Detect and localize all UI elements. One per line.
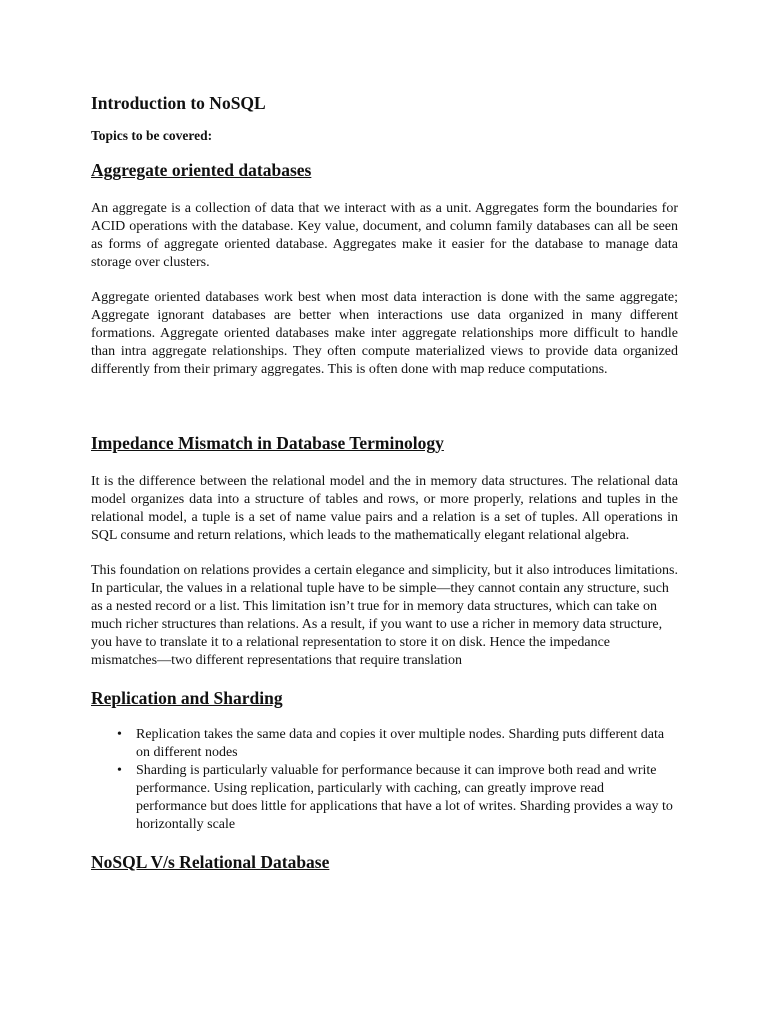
heading-replication-sharding: Replication and Sharding <box>91 688 283 708</box>
list-item-text: Replication takes the same data and copies it over multiple nodes. Sharding puts different data on different nodes <box>136 727 665 760</box>
bullet-point: • <box>117 727 122 742</box>
document-title: Introduction to NoSQL <box>91 93 266 113</box>
replication-sharding-list <box>91 726 678 834</box>
list-item <box>91 726 678 762</box>
heading-aggregate-oriented-databases: Aggregate oriented databases <box>91 160 312 180</box>
paragraph-aggregate-definition: An aggregate is a collection of data that we interact with as a unit. Aggregates form the boundaries for ACID operations with the database. Key value, document, and column family databases can all be seen as forms of aggregate oriented database. Aggregates make it easier for the database to manage data storage over clusters. <box>91 201 678 270</box>
list-item-text: Sharding is particularly valuable for performance because it can improve both read and write performance. Using replication, particularly with caching, can greatly improve read performance but does little for applications that have a lot of writes. Sharding provides a way to horizontally scale <box>136 763 673 832</box>
list-item <box>91 762 678 834</box>
topics-label: Topics to be covered: <box>91 128 213 143</box>
heading-impedance-mismatch: Impedance Mismatch in Database Terminology <box>91 433 444 453</box>
heading-nosql-vs-relational: NoSQL V/s Relational Database <box>91 852 330 872</box>
bullet-point: • <box>117 763 122 778</box>
paragraph-impedance-limitations: This foundation on relations provides a certain elegance and simplicity, but it also introduces limitations. In particular, the values in a relational tuple have to be simple—they cannot contain any structure, such as a nested record or a list. This limitation isn’t true for in memory data structures, which can take on much richer structures than relations. As a result, if you want to use a richer in memory data structure, you have to translate it to a relational representation to store it on disk. Hence the impedance mismatches—two different representations that require translation <box>91 563 678 668</box>
paragraph-impedance-definition: It is the difference between the relational model and the in memory data structures. The relational data model organizes data into a structure of tables and rows, or more properly, relations and tuples in the relational model, a tuple is a set of name value pairs and a relation is a set of tuples. All operations in SQL consume and return relations, which leads to the mathematically elegant relational algebra. <box>91 474 678 543</box>
paragraph-aggregate-usage: Aggregate oriented databases work best when most data interaction is done with the same aggregate; Aggregate ignorant databases are better when interactions use data organized in many different formations. Aggregate oriented databases make inter aggregate relationships more difficult to handle than intra aggregate relationships. They often compute materialized views to provide data organized differently from their primary aggregates. This is often done with map reduce computations. <box>91 290 678 377</box>
document-page <box>91 92 678 873</box>
